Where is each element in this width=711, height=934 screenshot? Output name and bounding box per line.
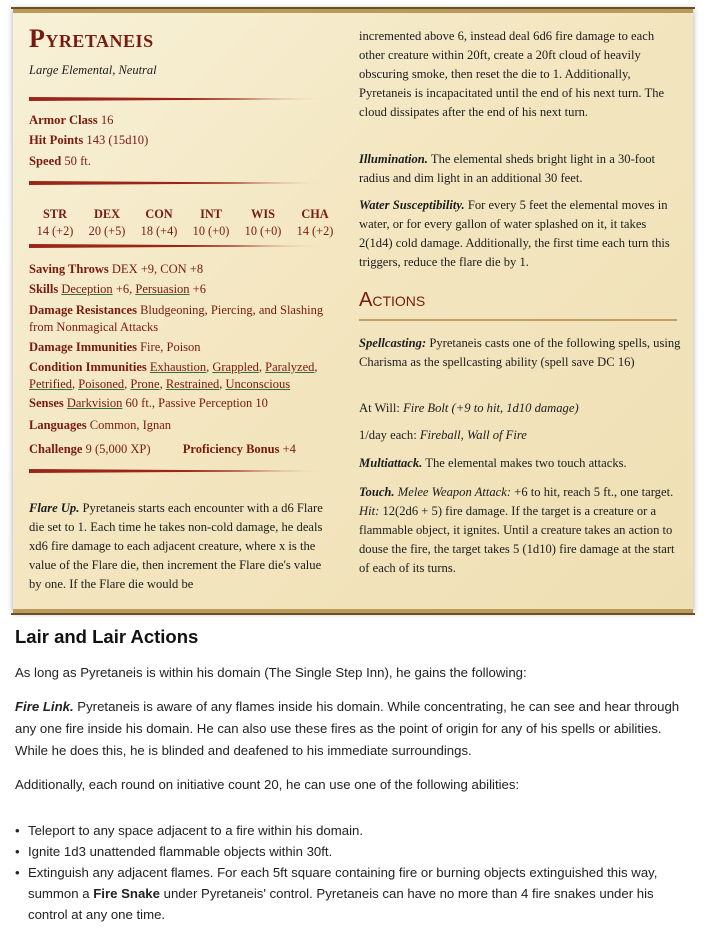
senses-label: Senses xyxy=(29,396,64,410)
trait-text: For every 5 feet the elemental moves in water, or for every gallon of water splashed on it, it takes 2(1d4) cold damage. Additionally, the first time each turn this triggers, reduce the flare die by 1. xyxy=(359,198,670,269)
skills xyxy=(29,281,327,298)
ability-value: 14 (+2) xyxy=(296,224,334,238)
armor-class-value: 16 xyxy=(100,113,114,127)
fire-snake-link: Fire Snake xyxy=(93,886,160,901)
skill-deception-value: +6, xyxy=(115,282,133,296)
armor-class xyxy=(29,111,327,130)
lair-additionally: Additionally, each round on initiative count 20, he can use one of the following abilities: xyxy=(15,777,520,792)
action-text: 12(2d6 + 5) fire damage. If the target is a creature or a flammable object, it ignites. Until a creature takes an action to douse the fire, the target takes 5 (1d10) fire damage at the start of each of its turns. xyxy=(359,504,675,575)
action-text: The elemental makes two touch attacks. xyxy=(425,456,627,470)
ability-key: CHA xyxy=(301,207,329,221)
challenge-label: Challenge xyxy=(29,442,83,456)
spells-label: 1/day each: xyxy=(359,428,417,442)
speed-label: Speed xyxy=(29,154,62,168)
creature-type: Large Elemental, Neutral xyxy=(29,63,157,77)
ability-con xyxy=(133,206,185,240)
damage-immunities xyxy=(29,339,327,356)
skill-persuasion-link[interactable]: Persuasion xyxy=(135,282,190,296)
proficiency-value: +4 xyxy=(282,442,296,456)
condition-link[interactable]: Exhaustion xyxy=(149,360,207,374)
ability-key: CON xyxy=(145,207,173,221)
divider xyxy=(29,97,327,101)
actions-heading: Actions xyxy=(359,289,426,311)
trait-flare-up xyxy=(29,499,329,594)
lair-intro: As long as Pyretaneis is within his domain (The Single Step Inn), he gains the following: xyxy=(15,665,527,680)
languages-label: Languages xyxy=(29,418,87,432)
hit-label: Hit: xyxy=(359,504,380,518)
list-item: • Ignite 1d3 unattended flammable objects within 30ft. xyxy=(15,841,695,862)
ability-key: STR xyxy=(43,207,67,221)
senses xyxy=(29,395,327,412)
trait-illumination xyxy=(359,150,681,188)
divider xyxy=(359,319,677,321)
skill-deception-link[interactable]: Deception xyxy=(61,282,113,296)
damage-immunities-value: Fire, Poison xyxy=(140,340,201,354)
spells-list: Fire Bolt (+9 to hit, 1d10 damage) xyxy=(403,401,579,415)
lair-trait-text: Pyretaneis is aware of any flames inside his domain. While concentrating, he can see and hear through any one fire inside his domain. He can also use these fires as the point of origin for any of his spells or abilities. While he does this, he is blinded and deafened to his immediate surroundings. xyxy=(15,699,680,758)
attack-type: Melee Weapon Attack: xyxy=(397,485,512,499)
action-multiattack xyxy=(359,454,681,473)
damage-resistances xyxy=(29,302,327,335)
condition-immunities: Condition Immunities Exhaustion, Grappled, Paralyzed, Petrified, Poisoned, Prone, Restrained, Unconscious xyxy=(29,360,318,391)
action-title: Touch. xyxy=(359,485,395,499)
ability-value: 10 (+0) xyxy=(244,224,282,238)
trait-text: The elemental sheds bright light in a 30-foot radius and dim light in an additional 30 feet. xyxy=(359,152,656,185)
hit-points xyxy=(29,131,327,150)
armor-class-label: Armor Class xyxy=(29,113,98,127)
list-item: • Teleport to any space adjacent to a fire within his domain. xyxy=(15,820,695,841)
lair-fire-link xyxy=(15,696,695,762)
spells-per-day xyxy=(359,426,681,445)
ability-key: DEX xyxy=(94,207,120,221)
list-item xyxy=(15,862,695,925)
lair-heading: Lair and Lair Actions xyxy=(15,626,199,647)
ability-dex xyxy=(81,206,133,240)
spells-at-will xyxy=(359,399,681,418)
saving-throws-label: Saving Throws xyxy=(29,262,109,276)
condition-immunities-label: Condition Immunities xyxy=(29,360,147,374)
senses-value: 60 ft., Passive Perception 10 xyxy=(125,396,268,410)
languages-value: Common, Ignan xyxy=(89,418,172,432)
ability-cha xyxy=(289,206,341,240)
action-text: +6 to hit, reach 5 ft., one target. xyxy=(514,485,674,499)
trait-title: Flare Up. xyxy=(29,501,80,515)
skills-label: Skills xyxy=(29,282,59,296)
challenge xyxy=(29,441,327,458)
trait-text: Pyretaneis starts each encounter with a d6 Flare die set to 1. Each time he takes non-cold damage, he deals xd6 fire damage to each adjacent creature, where x is the value of the Flare die, then increment the Flare die's value by one. If the Flare die would be xyxy=(29,501,323,591)
action-title: Spellcasting: xyxy=(359,336,427,350)
senses-darkvision-link[interactable]: Darkvision xyxy=(66,396,123,410)
list-item-text: under Pyretaneis' control. Pyretaneis can have no more than 4 fire snakes under his control at any one time. xyxy=(28,886,654,922)
proficiency-label: Proficiency Bonus xyxy=(182,442,280,456)
ability-value: 20 (+5) xyxy=(88,224,126,238)
trait-title: Water Susceptibility. xyxy=(359,198,465,212)
trait-title: Illumination. xyxy=(359,152,428,166)
action-touch xyxy=(359,483,681,578)
ability-wis xyxy=(237,206,289,240)
saving-throws-value: DEX +9, CON +8 xyxy=(111,262,204,276)
lair-trait-title: Fire Link. xyxy=(15,699,74,714)
creature-name: Pyretaneis xyxy=(29,24,154,53)
ability-int xyxy=(185,206,237,240)
ability-key: INT xyxy=(200,207,222,221)
condition-link[interactable]: Poisoned xyxy=(78,376,125,391)
ability-str xyxy=(29,206,81,240)
condition-link[interactable]: Unconscious xyxy=(225,376,291,391)
ability-value: 10 (+0) xyxy=(192,224,230,238)
speed xyxy=(29,152,327,171)
divider xyxy=(29,469,327,473)
challenge-value: 9 (5,000 XP) xyxy=(85,442,151,456)
lair-actions-list xyxy=(15,820,695,925)
damage-resistances-label: Damage Resistances xyxy=(29,303,137,317)
condition-link[interactable]: Paralyzed xyxy=(265,360,315,374)
speed-value: 50 ft. xyxy=(64,154,91,168)
action-text: Pyretaneis casts one of the following spells, using Charisma as the spellcasting ability (spell save DC 16) xyxy=(359,336,681,369)
condition-link[interactable]: Restrained xyxy=(165,376,220,391)
skill-persuasion-value: +6 xyxy=(192,282,206,296)
ability-value: 18 (+4) xyxy=(140,224,178,238)
condition-link[interactable]: Grappled xyxy=(212,360,259,374)
stat-block xyxy=(13,9,693,613)
ability-value: 14 (+2) xyxy=(36,224,74,238)
languages xyxy=(29,417,327,434)
saving-throws xyxy=(29,261,327,278)
list-item-text: Extinguish any adjacent flames. For each 5ft square containing fire or burning objects extinguished this way, summon a xyxy=(28,865,658,901)
hit-points-value: 143 (15d10) xyxy=(86,133,149,147)
divider xyxy=(29,244,327,248)
damage-immunities-label: Damage Immunities xyxy=(29,340,137,354)
damage-resistances-value: Bludgeoning, Piercing, and Slashing from Nonmagical Attacks xyxy=(29,303,324,334)
spells-label: At Will: xyxy=(359,401,400,415)
trait-flare-up-continued: incremented above 6, instead deal 6d6 fire damage to each other creature within 20ft, create a 20ft cloud of heavily obscuring smoke, then reset the die to 1. Additionally, Pyretaneis is incapacitated until the end of his next turn. The cloud dissipates after the end of his next turn. xyxy=(359,29,665,119)
action-spellcasting xyxy=(359,334,681,372)
ability-key: WIS xyxy=(251,207,275,221)
spells-list: Fireball, Wall of Fire xyxy=(419,428,527,442)
ability-scores xyxy=(29,206,349,240)
action-title: Multiattack. xyxy=(359,456,423,470)
divider xyxy=(29,181,327,185)
hit-points-label: Hit Points xyxy=(29,133,84,147)
condition-link[interactable]: Prone xyxy=(130,376,160,391)
condition-link[interactable]: Petrified xyxy=(29,376,73,391)
trait-water-susceptibility xyxy=(359,196,681,272)
